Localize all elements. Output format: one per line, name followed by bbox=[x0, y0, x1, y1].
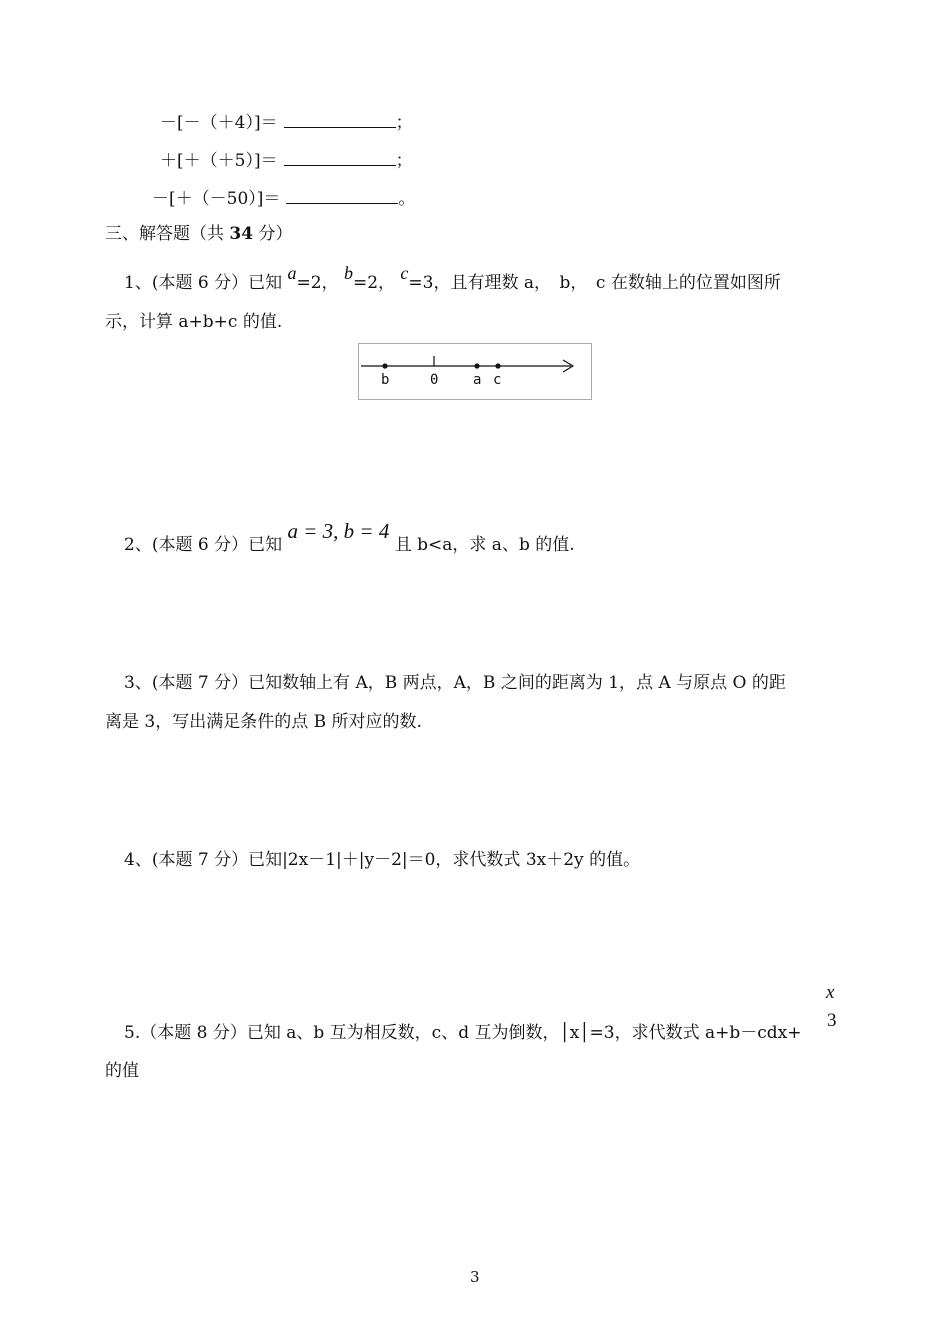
q1-line2: 示，计算 a+b+c 的值. bbox=[105, 312, 283, 332]
fill-end: ； bbox=[395, 151, 413, 171]
q3-line2: 离是 3，写出满足条件的点 B 所对应的数. bbox=[105, 712, 422, 732]
q1-eq-b: =2， bbox=[352, 273, 396, 293]
fill-line-3 bbox=[152, 184, 415, 209]
fill-line-1 bbox=[160, 108, 413, 133]
point-b bbox=[382, 363, 387, 368]
fill-line-2 bbox=[160, 146, 413, 171]
fraction-denominator: 3 bbox=[827, 1010, 837, 1031]
answer-blank[interactable] bbox=[286, 189, 398, 204]
q5-line1: 5.（本题 8 分）已知 a、b 互为相反数，c、d 互为倒数，│x│=3，求代数式 a+b－cdx+ bbox=[124, 1023, 802, 1043]
q5-line2: 的值 bbox=[105, 1061, 139, 1081]
q1-eq-c: =3，且有理数 a， b， c 在数轴上的位置如图所 bbox=[408, 273, 781, 293]
section-title-prefix: 三、解答题（共 bbox=[105, 224, 230, 244]
point-a bbox=[474, 363, 479, 368]
answer-blank[interactable] bbox=[284, 151, 396, 166]
q1-intro: 1、(本题 6 分）已知 bbox=[124, 273, 283, 293]
q2-suffix: 且 b<a，求 a、b 的值. bbox=[394, 535, 575, 555]
q2-intro: 2、(本题 6 分）已知 bbox=[124, 535, 283, 555]
q2-formula: a = 3, b = 4 bbox=[287, 519, 390, 543]
section-title bbox=[105, 219, 292, 244]
label-c: c bbox=[493, 372, 502, 388]
q1-line1 bbox=[124, 263, 781, 293]
q3-line1: 3、(本题 7 分）已知数轴上有 A，B 两点，A，B 之间的距离为 1，点 A 与原点 O 的距 bbox=[124, 673, 786, 693]
answer-blank[interactable] bbox=[284, 113, 396, 128]
label-a: a bbox=[473, 372, 482, 388]
fill-expr: －[－（＋4）]＝ bbox=[160, 113, 278, 133]
q2-line bbox=[124, 519, 575, 556]
q4-line: 4、(本题 7 分）已知|2x－1|＋|y－2|＝0，求代数式 3x＋2y 的值。 bbox=[124, 850, 641, 870]
point-c bbox=[495, 363, 500, 368]
label-b: b bbox=[381, 372, 390, 388]
q1-var-a: a bbox=[287, 263, 297, 283]
q1-var-b: b bbox=[343, 263, 353, 283]
q1-var-c: c bbox=[400, 263, 409, 283]
number-line-figure bbox=[358, 343, 592, 400]
fill-end: ； bbox=[395, 113, 413, 133]
q1-eq-a: =2， bbox=[296, 273, 339, 293]
fill-expr: ＋[＋（＋5）]＝ bbox=[160, 151, 278, 171]
fraction-numerator: x bbox=[826, 982, 835, 1003]
label-zero: 0 bbox=[430, 372, 439, 388]
fill-end: 。 bbox=[398, 189, 416, 209]
fill-expr: －[＋（－50）]＝ bbox=[152, 189, 281, 209]
section-title-score: 34 bbox=[229, 224, 254, 244]
page-number: 3 bbox=[470, 1268, 480, 1286]
section-title-suffix: 分） bbox=[253, 224, 293, 244]
